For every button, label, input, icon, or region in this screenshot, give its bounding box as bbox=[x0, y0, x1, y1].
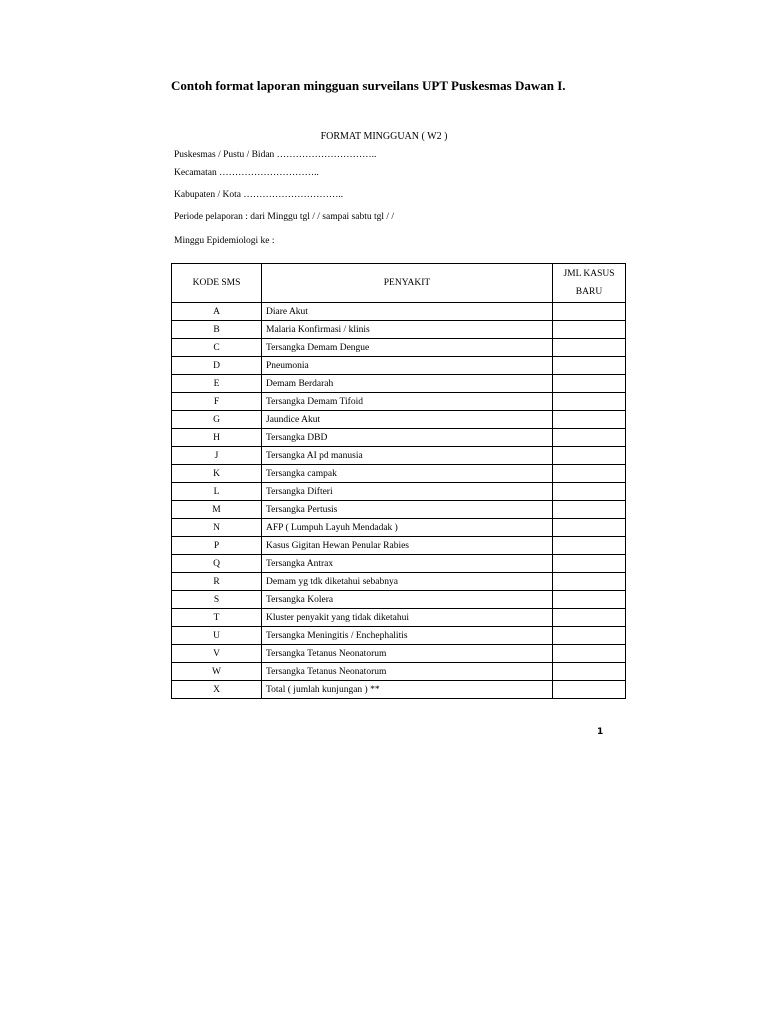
cell-kode-sms: K bbox=[172, 465, 262, 483]
cell-penyakit: Tersangka Tetanus Neonatorum bbox=[262, 663, 553, 681]
table-row bbox=[172, 483, 626, 501]
cell-kode-sms: E bbox=[172, 375, 262, 393]
cell-jml-kasus-baru[interactable] bbox=[553, 573, 626, 591]
table-row bbox=[172, 447, 626, 465]
cell-jml-kasus-baru[interactable] bbox=[553, 519, 626, 537]
header-jml-kasus-baru bbox=[553, 264, 626, 303]
cell-jml-kasus-baru[interactable] bbox=[553, 465, 626, 483]
cell-penyakit: AFP ( Lumpuh Layuh Mendadak ) bbox=[262, 519, 553, 537]
table-row bbox=[172, 357, 626, 375]
cell-kode-sms: F bbox=[172, 393, 262, 411]
table-row bbox=[172, 555, 626, 573]
field-kecamatan: Kecamatan ………………………….. bbox=[174, 168, 319, 178]
table-row bbox=[172, 627, 626, 645]
page-number: 1 bbox=[597, 727, 604, 737]
cell-kode-sms: A bbox=[172, 303, 262, 321]
field-periode: Periode pelaporan : dari Minggu tgl / / sampai sabtu tgl / / bbox=[174, 212, 395, 222]
cell-kode-sms: U bbox=[172, 627, 262, 645]
cell-penyakit: Malaria Konfirmasi / klinis bbox=[262, 321, 553, 339]
cell-kode-sms: D bbox=[172, 357, 262, 375]
table-row bbox=[172, 573, 626, 591]
cell-penyakit: Tersangka campak bbox=[262, 465, 553, 483]
cell-jml-kasus-baru[interactable] bbox=[553, 303, 626, 321]
cell-kode-sms: L bbox=[172, 483, 262, 501]
field-minggu-epidemiologi: Minggu Epidemiologi ke : bbox=[174, 236, 275, 246]
report-table bbox=[171, 263, 626, 699]
field-kabupaten: Kabupaten / Kota ………………………….. bbox=[174, 190, 344, 200]
cell-jml-kasus-baru[interactable] bbox=[553, 609, 626, 627]
cell-jml-kasus-baru[interactable] bbox=[553, 483, 626, 501]
table-row bbox=[172, 609, 626, 627]
cell-jml-kasus-baru[interactable] bbox=[553, 645, 626, 663]
cell-penyakit: Pneumonia bbox=[262, 357, 553, 375]
cell-kode-sms: R bbox=[172, 573, 262, 591]
cell-penyakit: Tersangka Meningitis / Enchephalitis bbox=[262, 627, 553, 645]
header-jml-line2: BARU bbox=[575, 287, 603, 297]
header-penyakit: PENYAKIT bbox=[262, 264, 553, 303]
cell-kode-sms: M bbox=[172, 501, 262, 519]
cell-kode-sms: W bbox=[172, 663, 262, 681]
cell-jml-kasus-baru[interactable] bbox=[553, 357, 626, 375]
table-row bbox=[172, 321, 626, 339]
cell-penyakit: Tersangka Demam Dengue bbox=[262, 339, 553, 357]
cell-penyakit: Tersangka Pertusis bbox=[262, 501, 553, 519]
cell-penyakit: Demam Berdarah bbox=[262, 375, 553, 393]
cell-jml-kasus-baru[interactable] bbox=[553, 429, 626, 447]
cell-jml-kasus-baru[interactable] bbox=[553, 321, 626, 339]
cell-jml-kasus-baru[interactable] bbox=[553, 591, 626, 609]
cell-kode-sms: J bbox=[172, 447, 262, 465]
table-row bbox=[172, 465, 626, 483]
cell-kode-sms: B bbox=[172, 321, 262, 339]
cell-jml-kasus-baru[interactable] bbox=[553, 537, 626, 555]
cell-jml-kasus-baru[interactable] bbox=[553, 681, 626, 699]
cell-jml-kasus-baru[interactable] bbox=[553, 663, 626, 681]
cell-penyakit: Tersangka AI pd manusia bbox=[262, 447, 553, 465]
cell-penyakit: Kluster penyakit yang tidak diketahui bbox=[262, 609, 553, 627]
cell-jml-kasus-baru[interactable] bbox=[553, 393, 626, 411]
cell-jml-kasus-baru[interactable] bbox=[553, 555, 626, 573]
cell-penyakit: Demam yg tdk diketahui sebabnya bbox=[262, 573, 553, 591]
cell-penyakit: Jaundice Akut bbox=[262, 411, 553, 429]
table-row bbox=[172, 591, 626, 609]
cell-penyakit: Tersangka Antrax bbox=[262, 555, 553, 573]
cell-penyakit: Tersangka Kolera bbox=[262, 591, 553, 609]
cell-jml-kasus-baru[interactable] bbox=[553, 447, 626, 465]
table-row bbox=[172, 303, 626, 321]
table-row bbox=[172, 663, 626, 681]
cell-kode-sms: T bbox=[172, 609, 262, 627]
cell-kode-sms: S bbox=[172, 591, 262, 609]
field-puskesmas: Puskesmas / Pustu / Bidan ………………………….. bbox=[174, 150, 377, 160]
cell-jml-kasus-baru[interactable] bbox=[553, 501, 626, 519]
document-title: Contoh format laporan mingguan surveilans UPT Puskesmas Dawan I. bbox=[171, 78, 566, 93]
table-row bbox=[172, 681, 626, 699]
table-row bbox=[172, 393, 626, 411]
cell-jml-kasus-baru[interactable] bbox=[553, 627, 626, 645]
cell-penyakit: Kasus Gigitan Hewan Penular Rabies bbox=[262, 537, 553, 555]
cell-jml-kasus-baru[interactable] bbox=[553, 411, 626, 429]
cell-kode-sms: N bbox=[172, 519, 262, 537]
cell-kode-sms: X bbox=[172, 681, 262, 699]
cell-penyakit: Tersangka Demam Tifoid bbox=[262, 393, 553, 411]
cell-penyakit: Diare Akut bbox=[262, 303, 553, 321]
table-row bbox=[172, 645, 626, 663]
table-row bbox=[172, 537, 626, 555]
table-row bbox=[172, 375, 626, 393]
header-kode-sms: KODE SMS bbox=[172, 264, 262, 303]
cell-penyakit: Total ( jumlah kunjungan ) ** bbox=[262, 681, 553, 699]
table-row bbox=[172, 339, 626, 357]
table-row bbox=[172, 411, 626, 429]
table-row bbox=[172, 429, 626, 447]
cell-kode-sms: V bbox=[172, 645, 262, 663]
format-title: FORMAT MINGGUAN ( W2 ) bbox=[320, 131, 448, 142]
table-row bbox=[172, 519, 626, 537]
table-row bbox=[172, 501, 626, 519]
cell-jml-kasus-baru[interactable] bbox=[553, 339, 626, 357]
cell-kode-sms: H bbox=[172, 429, 262, 447]
table-header-row bbox=[172, 264, 626, 303]
cell-kode-sms: P bbox=[172, 537, 262, 555]
cell-jml-kasus-baru[interactable] bbox=[553, 375, 626, 393]
cell-kode-sms: C bbox=[172, 339, 262, 357]
header-jml-line1: JML KASUS bbox=[563, 269, 615, 279]
cell-penyakit: Tersangka DBD bbox=[262, 429, 553, 447]
cell-kode-sms: G bbox=[172, 411, 262, 429]
cell-penyakit: Tersangka Difteri bbox=[262, 483, 553, 501]
cell-penyakit: Tersangka Tetanus Neonatorum bbox=[262, 645, 553, 663]
cell-kode-sms: Q bbox=[172, 555, 262, 573]
